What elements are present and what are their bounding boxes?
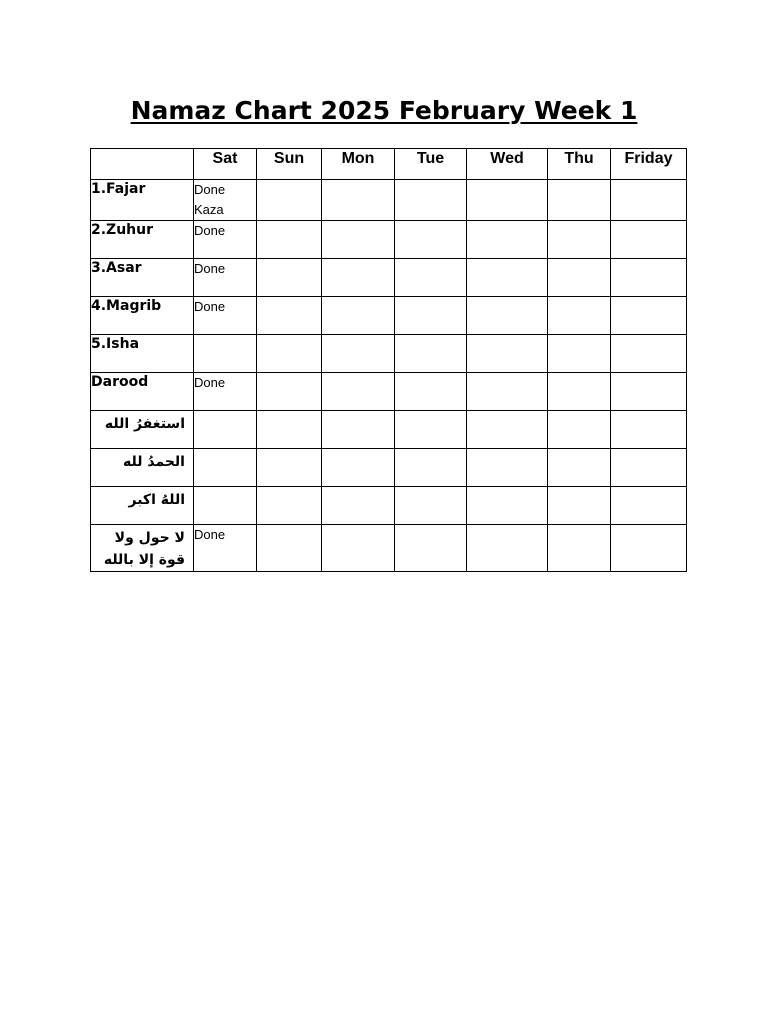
cell-mon — [322, 259, 395, 297]
cell-sat — [194, 449, 257, 487]
cell-wed — [467, 180, 548, 221]
table-row — [91, 259, 687, 297]
cell-thu — [548, 259, 611, 297]
cell-mon — [322, 449, 395, 487]
cell-wed — [467, 221, 548, 259]
cell-wed — [467, 297, 548, 335]
cell-sun — [257, 411, 322, 449]
cell-sun — [257, 373, 322, 411]
row-label: اللهُ اكبر — [91, 487, 194, 525]
table-row — [91, 373, 687, 411]
cell-sun — [257, 180, 322, 221]
header-empty — [91, 149, 194, 180]
cell-tue — [395, 259, 467, 297]
row-label: 5.Isha — [91, 335, 194, 373]
table-row — [91, 411, 687, 449]
cell-thu — [548, 487, 611, 525]
cell-status: Done — [194, 299, 226, 314]
header-friday: Friday — [611, 149, 687, 180]
cell-status: Done — [194, 375, 226, 390]
header-thu: Thu — [548, 149, 611, 180]
cell-wed — [467, 525, 548, 572]
cell-mon — [322, 373, 395, 411]
cell-thu — [548, 373, 611, 411]
cell-status: Done — [194, 261, 226, 276]
cell-sat — [194, 297, 257, 335]
cell-tue — [395, 297, 467, 335]
table-row — [91, 487, 687, 525]
cell-thu — [548, 297, 611, 335]
cell-wed — [467, 259, 548, 297]
cell-sun — [257, 449, 322, 487]
cell-thu — [548, 335, 611, 373]
cell-tue — [395, 180, 467, 221]
cell-sun — [257, 259, 322, 297]
cell-status: Done — [194, 182, 226, 197]
cell-sun — [257, 221, 322, 259]
cell-sat — [194, 373, 257, 411]
row-label: 3.Asar — [91, 259, 194, 297]
cell-friday — [611, 221, 687, 259]
chart-body — [91, 180, 687, 572]
row-label: 2.Zuhur — [91, 221, 194, 259]
cell-sun — [257, 297, 322, 335]
cell-mon — [322, 525, 395, 572]
cell-thu — [548, 411, 611, 449]
row-label: 4.Magrib — [91, 297, 194, 335]
row-label: Darood — [91, 373, 194, 411]
cell-friday — [611, 487, 687, 525]
cell-friday — [611, 297, 687, 335]
cell-friday — [611, 373, 687, 411]
cell-sat — [194, 259, 257, 297]
cell-friday — [611, 259, 687, 297]
cell-wed — [467, 487, 548, 525]
table-row — [91, 525, 687, 572]
cell-status: Done — [194, 527, 226, 542]
cell-sat — [194, 525, 257, 572]
header-tue: Tue — [395, 149, 467, 180]
cell-friday — [611, 335, 687, 373]
header-sun: Sun — [257, 149, 322, 180]
cell-friday — [611, 449, 687, 487]
cell-sat — [194, 335, 257, 373]
cell-thu — [548, 221, 611, 259]
cell-friday — [611, 411, 687, 449]
cell-friday — [611, 525, 687, 572]
cell-tue — [395, 449, 467, 487]
namaz-chart-table — [90, 148, 687, 572]
row-label: استغفرُ الله — [91, 411, 194, 449]
cell-wed — [467, 335, 548, 373]
cell-tue — [395, 335, 467, 373]
cell-thu — [548, 449, 611, 487]
page-title-text: Namaz Chart 2025 February Week 1 — [130, 96, 638, 125]
cell-mon — [322, 180, 395, 221]
row-label: الحمدُ لله — [91, 449, 194, 487]
page-title — [0, 94, 768, 128]
cell-mon — [322, 297, 395, 335]
table-row — [91, 180, 687, 221]
table-row — [91, 221, 687, 259]
cell-status: Kaza — [194, 202, 224, 217]
header-wed: Wed — [467, 149, 548, 180]
cell-sun — [257, 525, 322, 572]
cell-wed — [467, 411, 548, 449]
header-sat: Sat — [194, 149, 257, 180]
cell-sat — [194, 487, 257, 525]
cell-tue — [395, 525, 467, 572]
cell-thu — [548, 525, 611, 572]
cell-mon — [322, 221, 395, 259]
header-mon: Mon — [322, 149, 395, 180]
cell-mon — [322, 487, 395, 525]
cell-thu — [548, 180, 611, 221]
table-row — [91, 449, 687, 487]
row-label: 1.Fajar — [91, 180, 194, 221]
cell-sat — [194, 180, 257, 221]
cell-wed — [467, 373, 548, 411]
cell-tue — [395, 221, 467, 259]
cell-status: Done — [194, 223, 226, 238]
cell-sat — [194, 221, 257, 259]
cell-tue — [395, 411, 467, 449]
cell-mon — [322, 411, 395, 449]
row-label: لا حول ولا قوة إلا بالله — [91, 525, 194, 572]
table-row — [91, 335, 687, 373]
cell-sun — [257, 487, 322, 525]
cell-mon — [322, 335, 395, 373]
cell-friday — [611, 180, 687, 221]
header-row — [91, 149, 687, 180]
cell-wed — [467, 449, 548, 487]
cell-sun — [257, 335, 322, 373]
cell-tue — [395, 487, 467, 525]
table-row — [91, 297, 687, 335]
cell-sat — [194, 411, 257, 449]
cell-tue — [395, 373, 467, 411]
